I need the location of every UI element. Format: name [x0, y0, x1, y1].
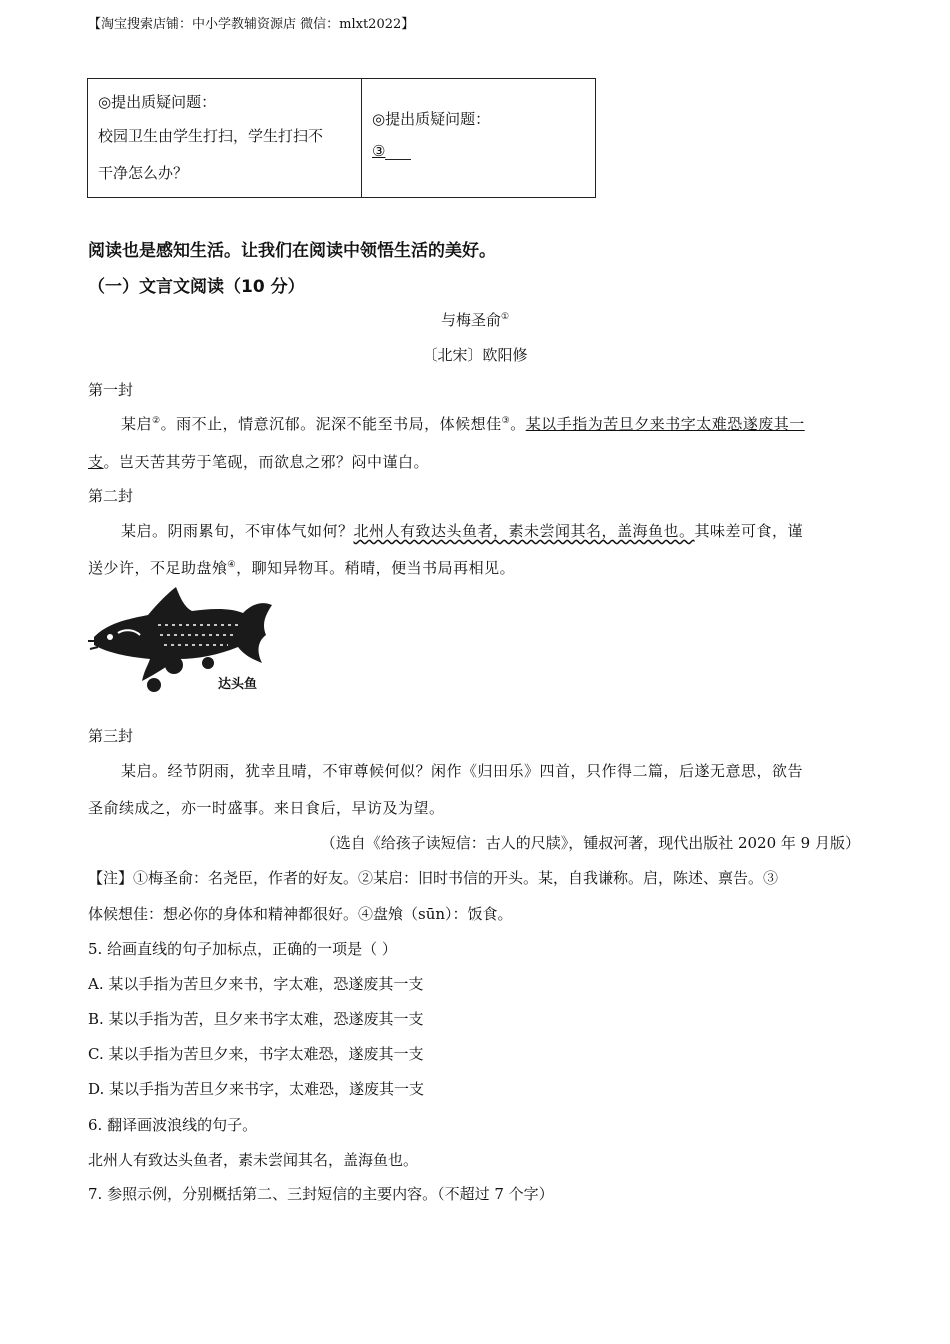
letter3-line2: 圣俞续成之，亦一时盛事。来日食后，早访及为望。 [88, 799, 445, 817]
letter1-line2: 支。岂天苦其劳于笔砚，而欲息之邪？闷中谨白。 [88, 453, 430, 471]
article-title [0, 309, 950, 330]
letter1-heading: 第一封 [88, 381, 134, 399]
notes-line2: 体候想佳：想必你的身体和精神都很好。④盘飧（sūn）：饭食。 [88, 905, 513, 923]
right-cell-line1: ◎提出质疑问题： [372, 110, 491, 128]
notes-line1: 【注】①梅圣俞：名尧臣，作者的好友。②某启：旧时书信的开头。某，自我谦称。启，陈述、禀告。③ [88, 869, 779, 887]
answer-number: ③ [372, 142, 386, 160]
option-d[interactable]: D. 某以手指为苦旦夕来书字，太难恐，遂废其一支 [88, 1080, 425, 1098]
intro-heading: 阅读也是感知生活。让我们在阅读中领悟生活的美好。 [88, 241, 496, 261]
option-a[interactable]: A. 某以手指为苦旦夕来书，字太难，恐遂废其一支 [88, 975, 424, 993]
letter1-line1: 某启②。雨不止，情意沉郁。泥深不能至书局，体候想佳③。某以手指为苦旦夕来书字太难恐遂废其一 [121, 415, 805, 433]
article-author: 〔北宋〕欧阳修 [422, 346, 528, 364]
letter2-line2: 送少许，不足助盘飧④，聊知异物耳。稍晴，便当书局再相见。 [88, 559, 516, 577]
article-source: （选自《给孩子读短信：古人的尺牍》，锺叔河著，现代出版社 2020 年 9 月版） [320, 834, 860, 852]
left-cell-line1: ◎提出质疑问题： [98, 93, 217, 111]
question-5: 5. 给画直线的句子加标点，正确的一项是（ ） [88, 940, 397, 958]
letter3-heading: 第三封 [88, 727, 134, 745]
option-b[interactable]: B. 某以手指为苦，旦夕来书字太难，恐遂废其一支 [88, 1010, 424, 1028]
table-cell-right [362, 79, 596, 198]
left-cell-line3: 干净怎么办？ [98, 164, 189, 182]
question-6: 6. 翻译画波浪线的句子。 [88, 1116, 258, 1134]
article-title-text: 与梅圣俞 [440, 311, 501, 329]
letter3-line1: 某启。经节阴雨，犹幸且晴，不审尊候何似？闲作《归田乐》四首，只作得二篇，后遂无意思，欲告 [121, 762, 804, 780]
blank-line [385, 145, 411, 160]
question-6-sentence: 北州人有致达头鱼者，素未尝闻其名，盖海鱼也。 [88, 1151, 419, 1169]
letter2-line1: 某启。阴雨累旬，不审体气如何？北州人有致达头鱼者，素未尝闻其名，盖海鱼也。其味差可食，谨 [121, 522, 804, 540]
page-header: 【淘宝搜索店铺：中小学教辅资源店 微信：mlxt2022】 [88, 17, 415, 32]
title-note-mark: ① [500, 312, 510, 322]
section-heading: （一）文言文阅读（10 分） [88, 277, 305, 297]
underlined-sentence: 某以手指为苦旦夕来书字太难恐遂废其一 [525, 415, 805, 433]
left-cell-line2: 校园卫生由学生打扫，学生打扫不 [98, 127, 324, 145]
fish-label: 达头鱼 [218, 677, 258, 692]
option-c[interactable]: C. 某以手指为苦旦夕来，书字太难恐，遂废其一支 [88, 1045, 424, 1063]
wavy-sentence: 北州人有致达头鱼者，素未尝闻其名，盖海鱼也。 [353, 522, 695, 540]
letter2-heading: 第二封 [88, 487, 134, 505]
fish-illustration [88, 585, 274, 697]
question-7: 7. 参照示例，分别概括第二、三封短信的主要内容。（不超过 7 个字） [88, 1185, 554, 1203]
table-cell-left [88, 79, 362, 198]
right-cell-answer-blank[interactable] [372, 142, 411, 160]
question-table [87, 78, 596, 198]
